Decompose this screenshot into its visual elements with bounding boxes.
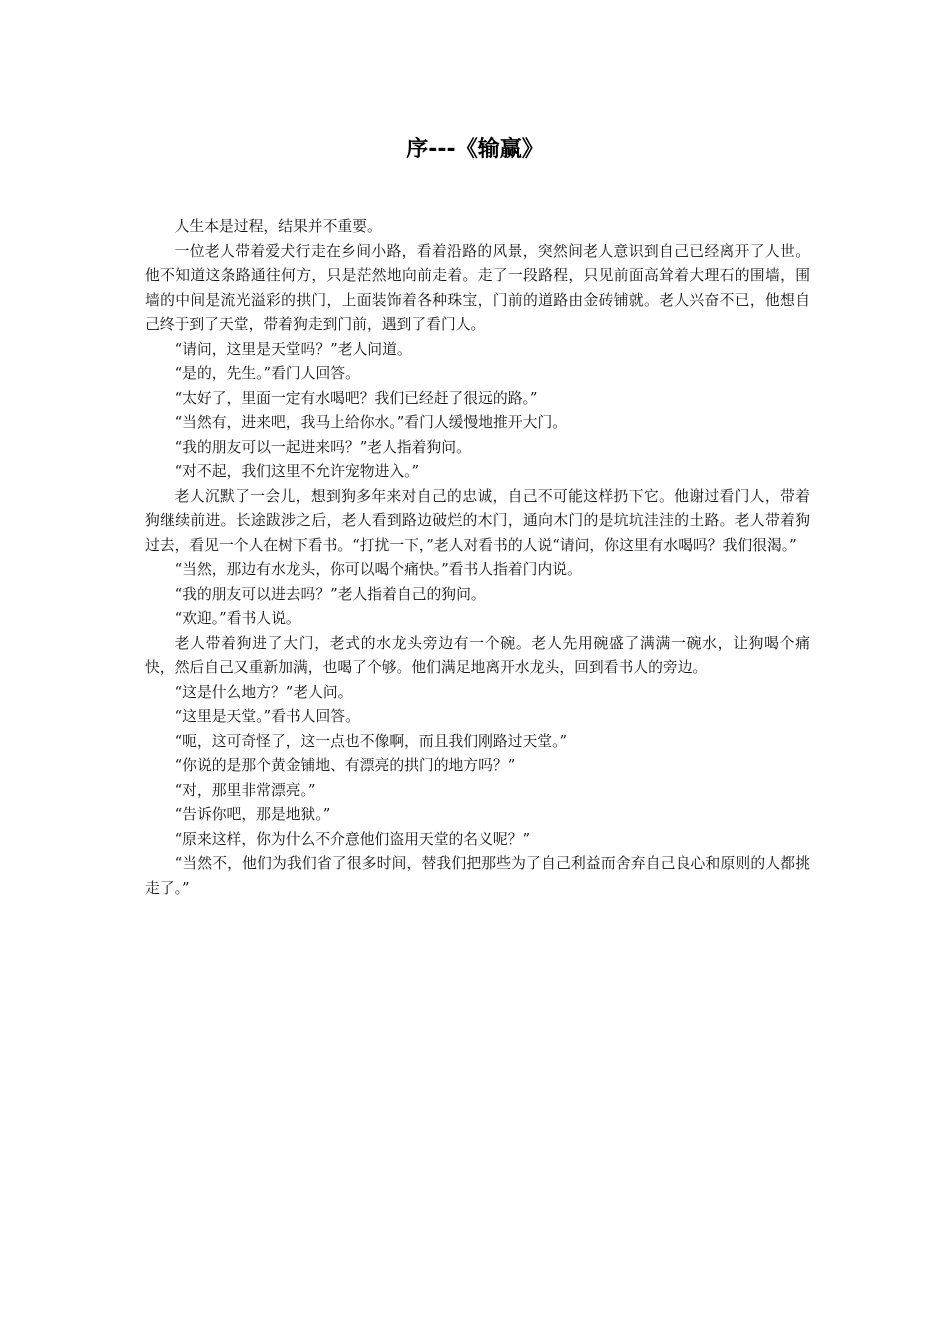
paragraph: “呃，这可奇怪了，这一点也不像啊，而且我们刚路过天堂。”	[174, 732, 568, 750]
paragraph: “对不起，我们这里不允许宠物进入。”	[174, 463, 420, 480]
page-title: 序---《输赢》	[406, 137, 544, 162]
paragraph: “告诉你吧，那是地狱。”	[174, 806, 331, 823]
paragraph: “当然，那边有水龙头，你可以喝个痛快。”看书人指着门内说。	[174, 561, 582, 578]
paragraph: “我的朋友可以进去吗？”老人指着自己的狗问。	[174, 585, 486, 603]
paragraph: “太好了，里面一定有水喝吧？我们已经赶了很远的路。”	[174, 389, 538, 407]
paragraph: “我的朋友可以一起进来吗？”老人指着狗问。	[174, 438, 471, 456]
paragraph: 人生本是过程，结果并不重要。	[174, 218, 382, 235]
paragraph: “当然不，他们为我们省了很多时间，替我们把那些为了自己利益而舍弃自己良心和原则的人都挑走了。”	[145, 855, 810, 897]
paragraph: 一位老人带着爱犬行走在乡间小路，看着沿路的风景，突然间老人意识到自己已经离开了人世。他不知道这条路通往何方，只是茫然地向前走着。走了一段路程，只见前面高耸着大理石的围墙，围墙的中间是流光溢彩的拱门，上面装饰着各种珠宝，门前的道路由金砖铺就。老人兴奋不已，他想自己终于到了天堂，带着狗走到门前，遇到了看门人。	[145, 242, 810, 333]
paragraph: “对，那里非常漂亮。”	[174, 781, 316, 799]
paragraph: “请问，这里是天堂吗？”老人问道。	[174, 340, 412, 358]
paragraph: “欢迎。”看书人说。	[174, 610, 301, 627]
paragraph: “你说的是那个黄金铺地、有漂亮的拱门的地方吗？”	[174, 757, 516, 774]
document-body	[145, 215, 810, 901]
paragraph: “这里是天堂。”看书人回答。	[174, 708, 360, 725]
paragraph: “当然有，进来吧，我马上给你水。”看门人缓慢地推开大门。	[174, 414, 568, 431]
paragraph: “是的，先生。”看门人回答。	[174, 365, 360, 382]
paragraph: “这是什么地方？”老人问。	[174, 683, 353, 701]
paragraph: 老人带着狗进了大门，老式的水龙头旁边有一个碗。老人先用碗盛了满满一碗水，让狗喝个痛快，然后自己又重新加满，也喝了个够。他们满足地离开水龙头，回到看书人的旁边。	[145, 634, 810, 676]
paragraph: “原来这样，你为什么不介意他们盗用天堂的名义呢？”	[174, 830, 531, 848]
paragraph: 老人沉默了一会儿，想到狗多年来对自己的忠诚，自己不可能这样扔下它。他谢过看门人，带着狗继续前进。长途跋涉之后，老人看到路边破烂的木门，通向木门的是坑坑洼洼的土路。老人带着狗过去，看见一个人在树下看书。“打扰一下，”老人对看书的人说“请问，你这里有水喝吗？我们很渴。”	[145, 487, 810, 554]
